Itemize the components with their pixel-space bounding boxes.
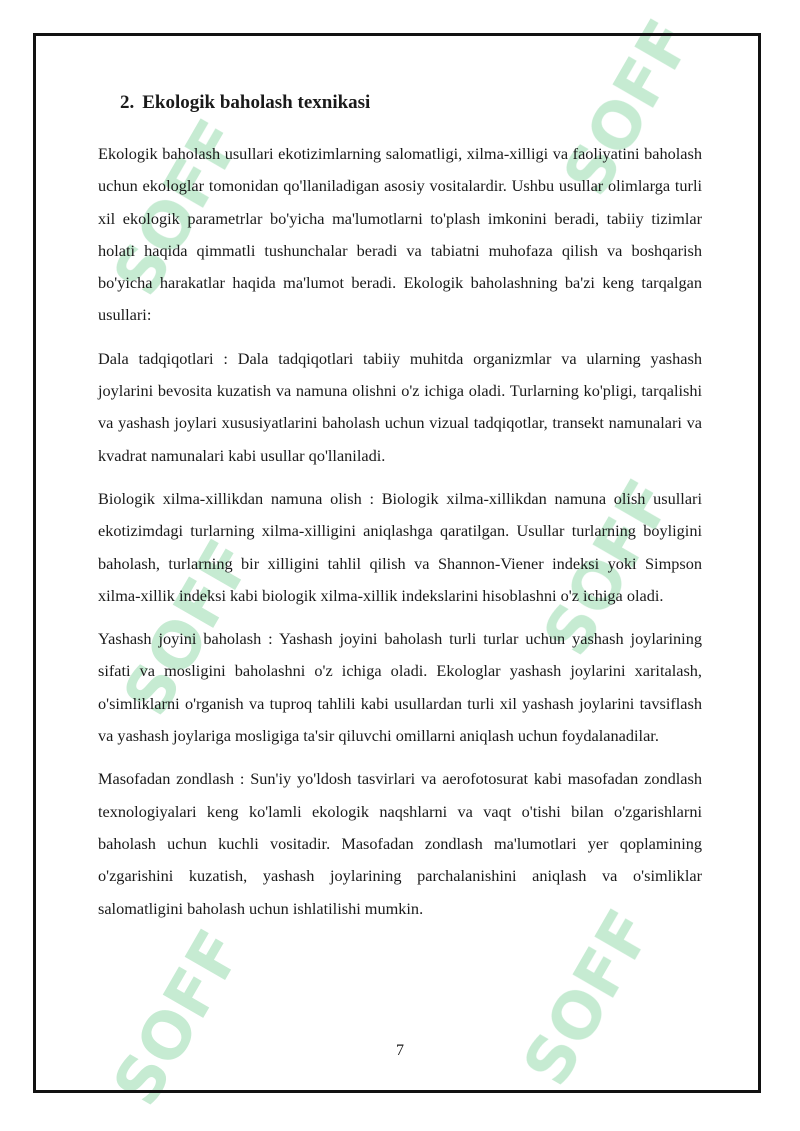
paragraph-habitat-assessment: Yashash joyini baholash : Yashash joyini baholash turli turlar uchun yashash joylarining sifati va mosligini baholashni o'z ichiga oladi. Ekologlar yashash joylarini xaritalash, o'simliklarni o'rganish va tuproq tahlili kabi usullardan turli xil yashash joylarini tavsiflash va yashash joylariga mosligiga ta'sir qiluvchi omillarni aniqlash uchun foydalanadilar. (98, 629, 702, 746)
svg-text:SOFF: SOFF (109, 528, 268, 728)
svg-text:SOFF: SOFF (99, 108, 258, 308)
svg-text:SOFF: SOFF (99, 918, 258, 1118)
paragraph-field-surveys: Dala tadqiqotlari : Dala tadqiqotlari tabiiy muhitda organizmlar va ularning yashash joylarini bevosita kuzatish va namuna olishni o'z ichiga oladi. Turlarning ko'pligi, tarqalishi va yashash joylari xususiyatlarini baholash uchun vizual tadqiqotlar, transekt namunalari va kvadrat namunalari kabi usullar qo'llaniladi. (98, 348, 702, 465)
section-title: Ekologik baholash texnikasi (142, 92, 371, 113)
section-heading (120, 90, 702, 116)
page-number: 7 (396, 1042, 404, 1059)
paragraph-remote-sensing: Masofadan zondlash : Sun'iy yo'ldosh tasvirlari va aerofotosurat kabi masofadan zondlash texnologiyalari keng ko'lamli ekologik naqshlarni va vaqt o'tishi bilan o'zgarishlarni baholash uchun kuchli vositadir. Masofadan zondlash ma'lumotlari yer qoplamining o'zgarishini kuzatish, yashash joylarining parchalanishini aniqlash va o'simliklar salomatligini baholash uchun ishlatilishi mumkin. (98, 769, 702, 918)
svg-text:SOFF: SOFF (529, 468, 688, 668)
svg-text:SOFF: SOFF (549, 8, 708, 209)
paragraph-intro: Ekologik baholash usullari ekotizimlarning salomatligi, xilma-xilligi va faoliyatini baholash uchun ekologlar tomonidan qo'llaniladigan asosiy vositalardir. Ushbu usullar olimlarga turli xil ekologik parametrlar bo'yicha ma'lumotlarni to'plash imkonini beradi, tabiiy tizimlar holati haqida qimmatli tushunchalar beradi va tabiatni muhofaza qilish va boshqarish bo'yicha harakatlar haqida ma'lumot beradi. Ekologik baholashning ba'zi keng tarqalgan usullari: (98, 144, 702, 325)
svg-text:SOFF: SOFF (509, 898, 668, 1098)
document-body (98, 90, 702, 936)
paragraph-biodiversity-sampling: Biologik xilma-xillikdan namuna olish : Biologik xilma-xillikdan namuna olish usullari ekotizimdagi turlarning xilma-xilligini aniqlashga qaratilgan. Usullar turlarning boyligini baholash, turlarning bir xilligini tahlil qilish va Shannon-Viener indeksi yoki Simpson xilma-xillik indeksi kabi biologik xilma-xillik indekslarini hisoblashni o'z ichiga oladi. (98, 488, 702, 605)
section-number: 2. (120, 92, 135, 113)
